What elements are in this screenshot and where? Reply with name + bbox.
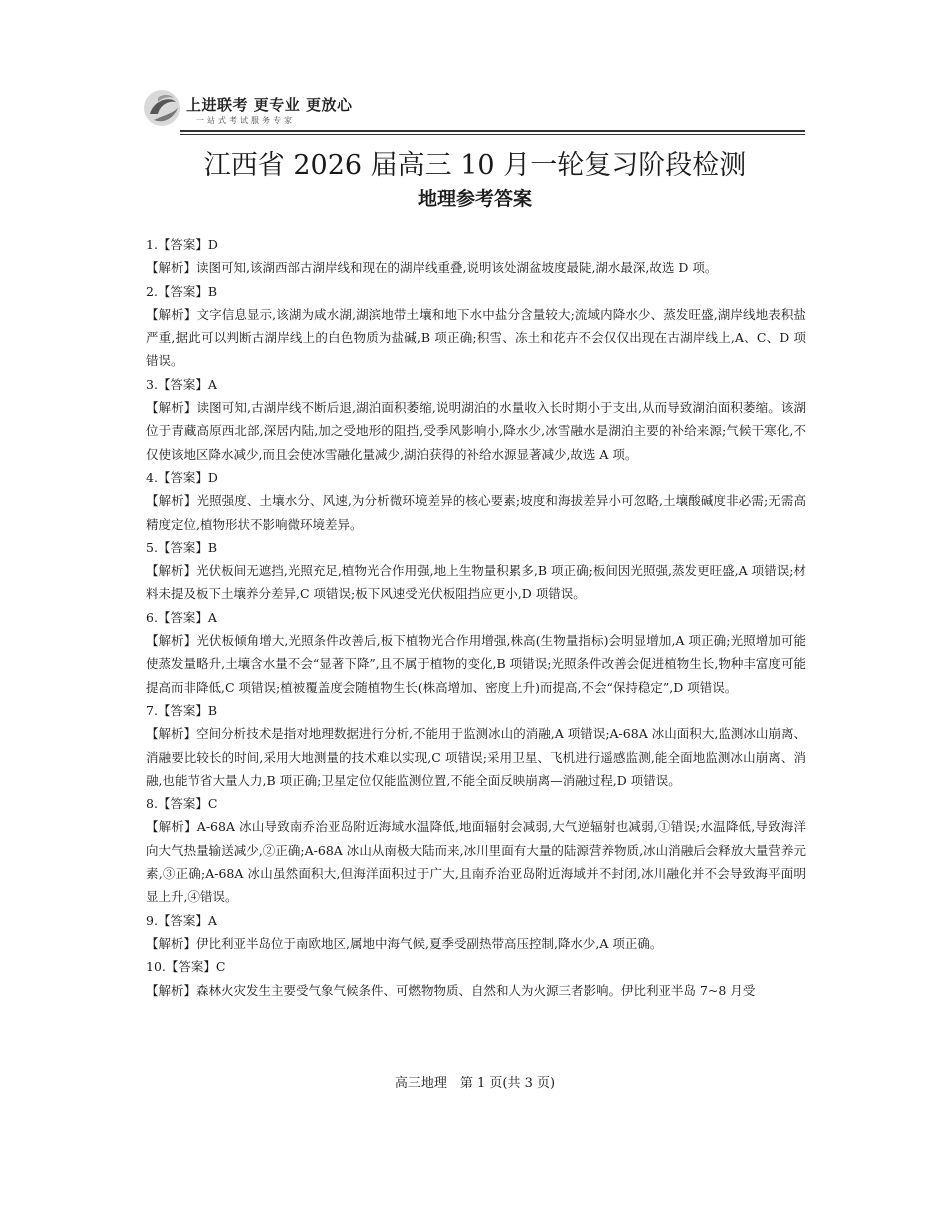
document-title: 江西省 2026 届高三 10 月一轮复习阶段检测 [203,150,747,181]
question-answer: 8.【答案】C [146,796,218,812]
question-explanation: 【解析】读图可知,古湖岸线不断后退,湖泊面积萎缩,说明湖泊的水量收入长时期小于支出,从而导致湖泊面积萎缩。该湖位于青藏高原西北部,深居内陆,加之受地形的阻挡,受季风影响小,降水少,冰雪融水是湖泊主要的补给来源;气候干寒化,不仅使该地区降水减少,而且会使冰雪融化量减少,湖泊获得的补给水源显著减少,故选 A 项。 [146,400,806,462]
question-explanation: 【解析】读图可知,该湖西部古湖岸线和现在的湖岸线重叠,说明该处湖盆坡度最陡,湖水最深,故选 D 项。 [146,260,718,276]
question-explanation: 【解析】光伏板倾角增大,光照条件改善后,板下植物光合作用增强,株高(生物量指标)会明显增加,A 项正确;光照增加可能使蒸发量略升,土壤含水量不会“显著下降”,且不属于植物的变化,B 项错误;光照条件改善会促进植物生长,物种丰富度可能提高而非降低,C 项错误;植被覆盖度会随植物生长(株高增加、密度上升)而提高,不会“保持稳定”,D 项错误。 [146,633,806,695]
brand-logo-icon [140,84,188,132]
question-explanation: 【解析】光伏板间无遮挡,光照充足,植物光合作用强,地上生物量积累多,B 项正确;板间因光照强,蒸发更旺盛,A 项错误;材料未提及板下土壤养分差异,C 项错误;板下风速受光伏板阻挡应更小,D 项错误。 [146,563,806,602]
question-explanation: 【解析】文字信息显示,该湖为咸水湖,湖滨地带土壤和地下水中盐分含量较大;流域内降水少、蒸发旺盛,湖岸线地表积盐严重,据此可以判断古湖岸线上的白色物质为盐碱,B 项正确;积雪、冻土和花卉不会仅仅出现在古湖岸线上,A、C、D 项错误。 [146,306,806,369]
document-subtitle: 地理参考答案 [417,188,532,210]
answer-list [146,233,806,1002]
page-header [140,84,805,136]
question-item [146,233,806,280]
question-answer: 6.【答案】A [146,609,217,625]
question-answer: 1.【答案】D [146,237,218,252]
brand-tagline: 一站式考试服务专家 [196,116,295,125]
question-item [146,699,806,792]
question-answer: 4.【答案】D [146,469,218,485]
question-answer: 5.【答案】B [146,539,218,555]
question-answer: 2.【答案】B [146,283,218,299]
question-item [146,909,806,956]
question-item [146,280,806,373]
question-item [146,955,806,1002]
question-item [146,536,806,606]
question-answer: 10.【答案】C [146,959,226,975]
brand-slogan: 上进联考 更专业 更放心 [186,96,353,114]
question-item [146,373,806,466]
question-explanation: 【解析】空间分析技术是指对地理数据进行分析,不能用于监测冰山的消融,A 项错误;A-68A 冰山面积大,监测冰山崩离、消融要比较长的时间,采用大地测量的技术难以实现,C 项错误;采用卫星、飞机进行遥感监测,能全面地监测冰山崩离、消融,也能节省大量人力,B 项正确;卫星定位仅能监测位置,不能全面反映崩离—消融过程,D 项错误。 [146,726,806,788]
question-explanation: 【解析】光照强度、土壤水分、风速,为分析微环境差异的核心要素;坡度和海拔差异小可忽略,土壤酸碱度非必需;无需高精度定位,植物形状不影响微环境差异。 [146,493,806,532]
question-answer: 3.【答案】A [146,376,217,392]
question-item [146,606,806,699]
page-footer: 高三地理 第 1 页(共 3 页) [394,1076,556,1091]
question-answer: 9.【答案】A [146,912,217,928]
question-explanation: 【解析】伊比利亚半岛位于南欧地区,属地中海气候,夏季受副热带高压控制,降水少,A 项正确。 [146,935,663,951]
question-explanation: 【解析】森林火灾发生主要受气象气候条件、可燃物物质、自然和人为火源三者影响。伊比利亚半岛 7~8 月受 [146,982,756,998]
question-item [146,466,806,536]
question-item [146,792,806,908]
question-explanation: 【解析】A-68A 冰山导致南乔治亚岛附近海域水温降低,地面辐射会减弱,大气逆辐射也减弱,①错误;水温降低,导致海洋向大气热量输送减少,②正确;A-68A 冰山从南极大陆而来,冰川里面有大量的陆源营养物质,冰山消融后会释放大量营养元素,③正确;A-68A 冰山虽然面积大,但海洋面积过于广大,且南乔治亚岛附近海域并不封闭,冰川融化并不会导致海平面明显上升,④错误。 [146,819,806,905]
question-answer: 7.【答案】B [146,702,218,718]
header-divider-thin [180,134,805,135]
header-divider [180,130,805,132]
